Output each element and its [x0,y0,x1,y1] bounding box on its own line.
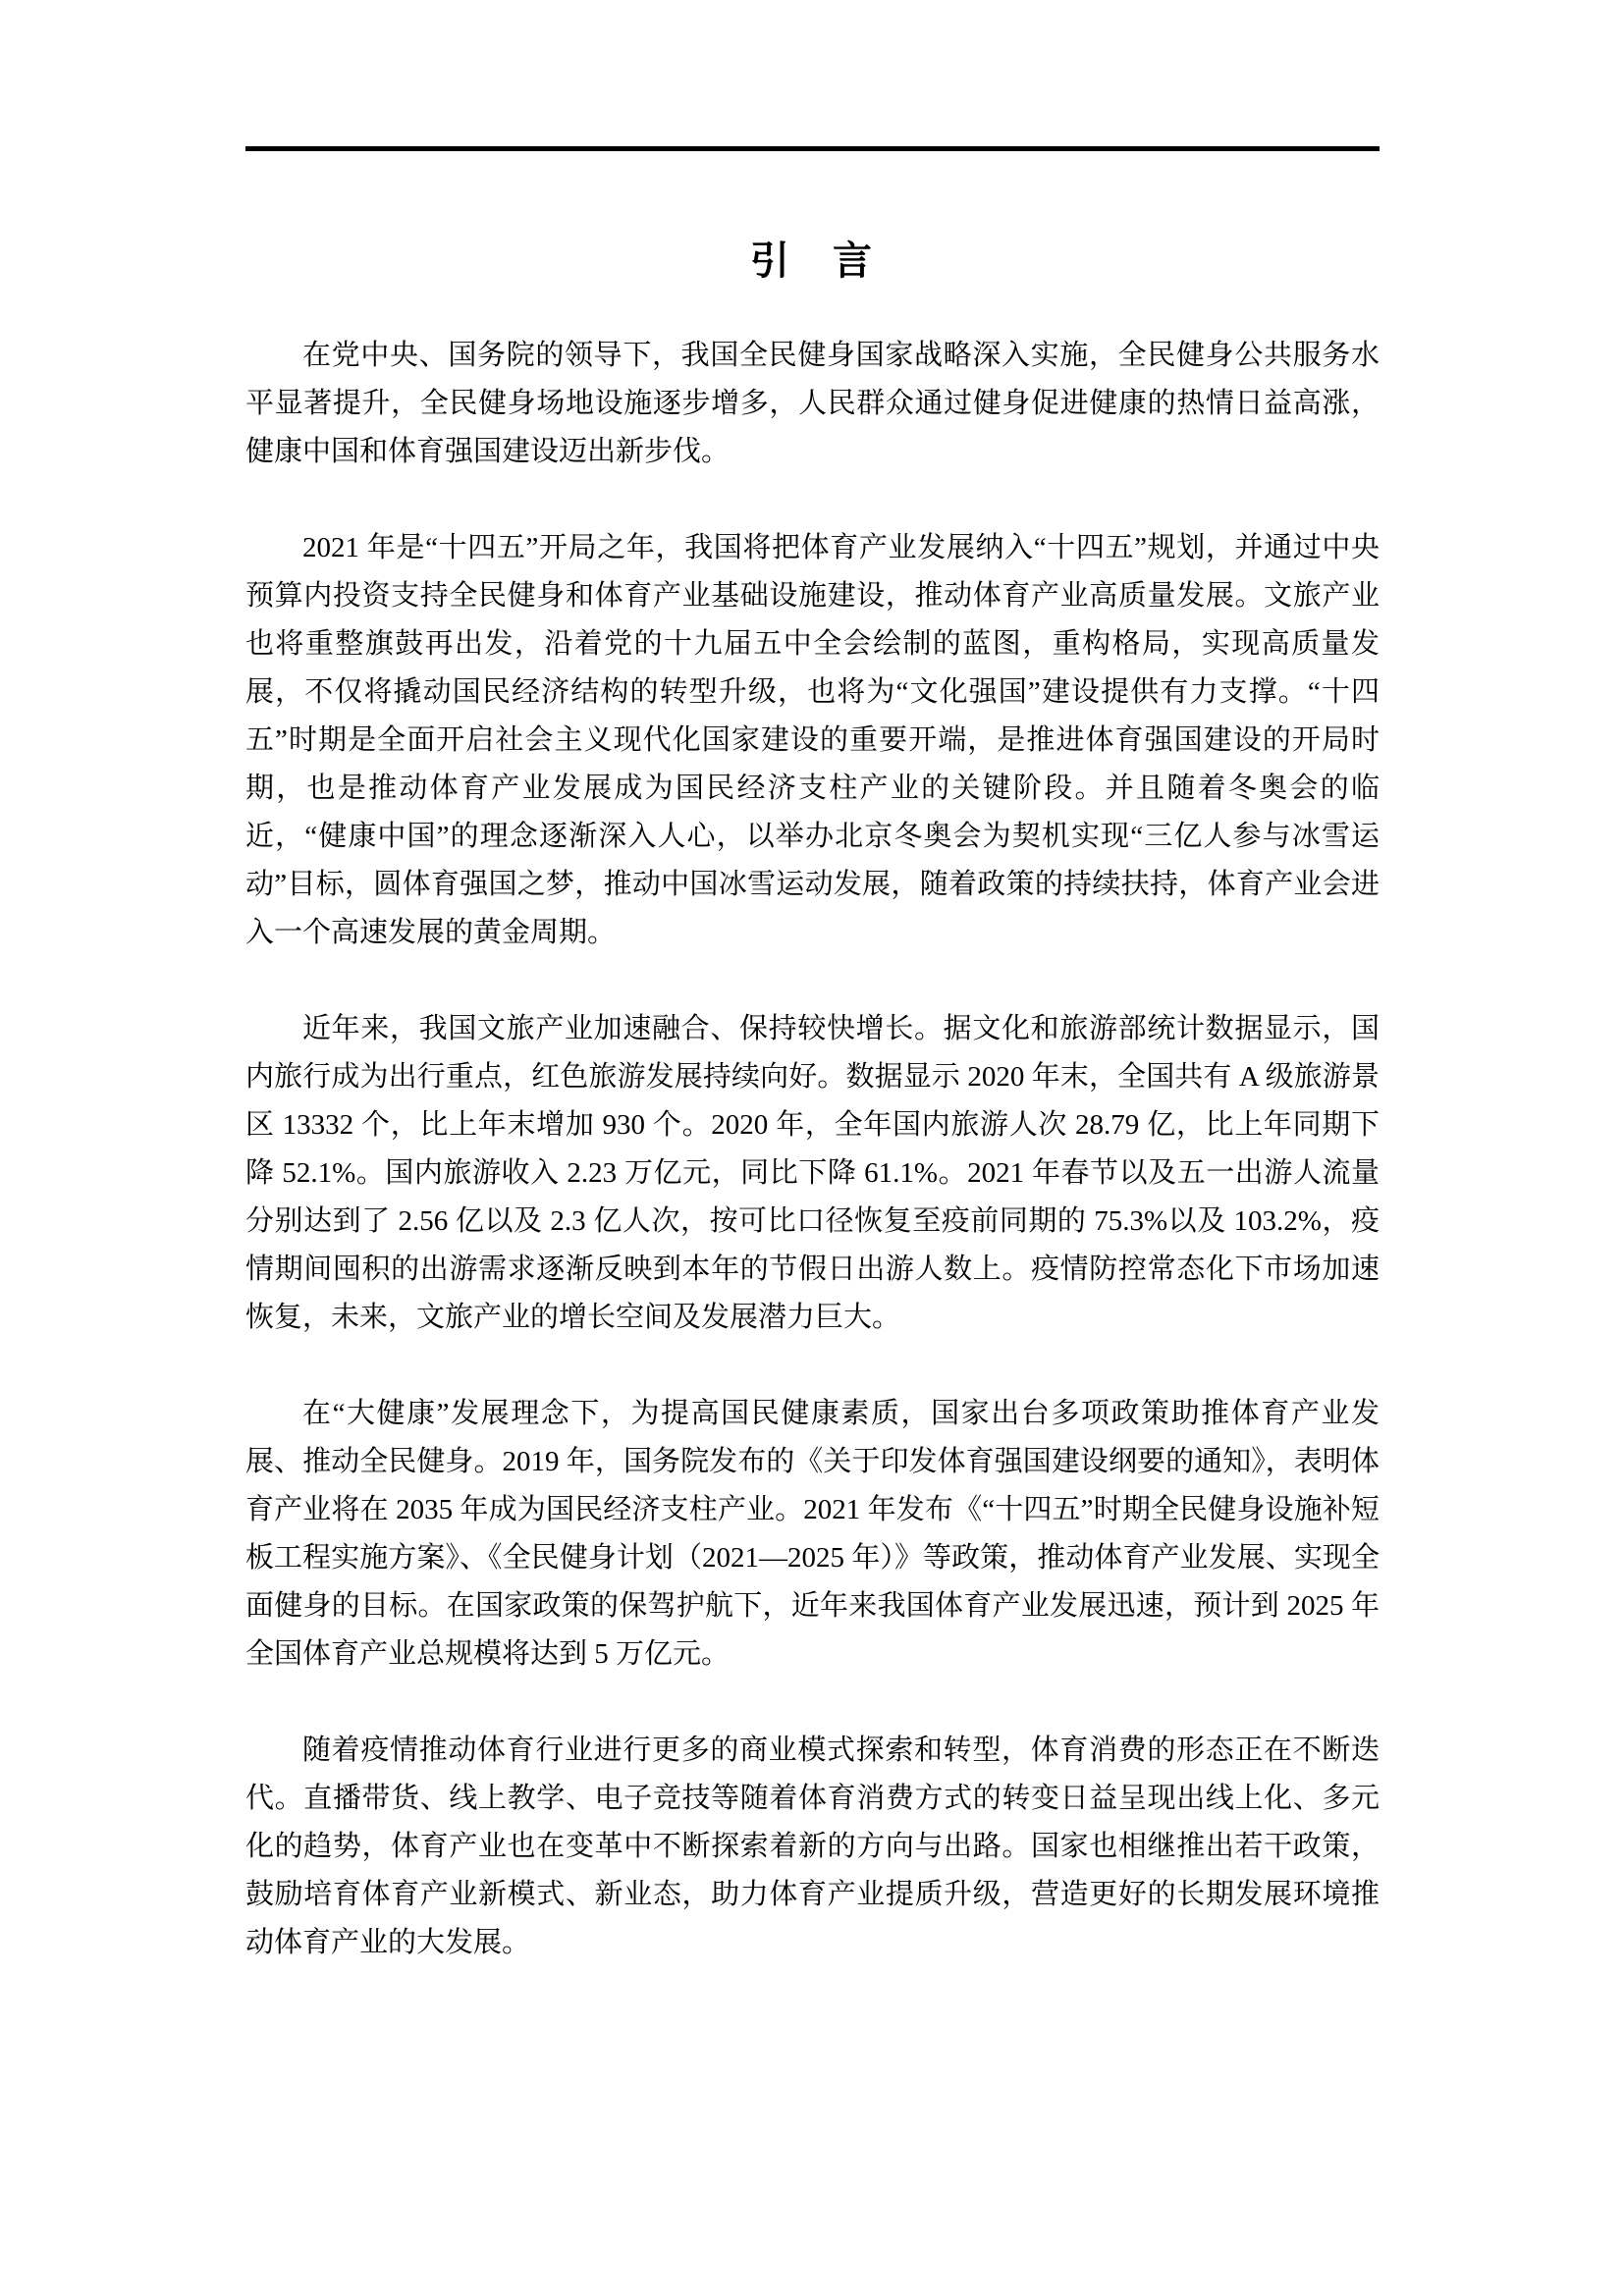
paragraph: 在“大健康”发展理念下，为提高国民健康素质，国家出台多项政策助推体育产业发展、推动全民健身。2019 年，国务院发布的《关于印发体育强国建设纲要的通知》，表明体育产业将在 2035 年成为国民经济支柱产业。2021 年发布《“十四五”时期全民健身设施补短板工程实施方案》、《全民健身计划（2021—2025 年）》等政策，推动体育产业发展、实现全面健身的目标。在国家政策的保驾护航下，近年来我国体育产业发展迅速，预计到 2025 年全国体育产业总规模将达到 5 万亿元。 [245,1398,1380,1670]
header-rule [245,146,1380,151]
paragraph: 2021 年是“十四五”开局之年，我国将把体育产业发展纳入“十四五”规划，并通过中央预算内投资支持全民健身和体育产业基础设施建设，推动体育产业高质量发展。文旅产业也将重整旗鼓再出发，沿着党的十九届五中全会绘制的蓝图，重构格局，实现高质量发展，不仅将撬动国民经济结构的转型升级，也将为“文化强国”建设提供有力支撑。“十四五”时期是全面开启社会主义现代化国家建设的重要开端，是推进体育强国建设的开局时期，也是推动体育产业发展成为国民经济支柱产业的关键阶段。并且随着冬奥会的临近，“健康中国”的理念逐渐深入人心，以举办北京冬奥会为契机实现“三亿人参与冰雪运动”目标，圆体育强国之梦，推动中国冰雪运动发展，随着政策的持续扶持，体育产业会进入一个高速发展的黄金周期。 [245,532,1380,948]
paragraph: 近年来，我国文旅产业加速融合、保持较快增长。据文化和旅游部统计数据显示，国内旅行成为出行重点，红色旅游发展持续向好。数据显示 2020 年末，全国共有 A 级旅游景区 13332 个，比上年末增加 930 个。2020 年，全年国内旅游人次 28.79 亿，比上年同期下降 52.1%。国内旅游收入 2.23 万亿元，同比下降 61.1%。2021 年春节以及五一出游人流量分别达到了 2.56 亿以及 2.3 亿人次，按可比口径恢复至疫前同期的 75.3%以及 103.2%，疫情期间囤积的出游需求逐渐反映到本年的节假日出游人数上。疫情防控常态化下市场加速恢复，未来，文旅产业的增长空间及发展潜力巨大。 [245,1013,1380,1333]
paragraph: 在党中央、国务院的领导下，我国全民健身国家战略深入实施，全民健身公共服务水平显著提升，全民健身场地设施逐步增多，人民群众通过健身促进健康的热情日益高涨，健康中国和体育强国建设迈出新步伐。 [245,340,1380,467]
paragraph: 随着疫情推动体育行业进行更多的商业模式探索和转型，体育消费的形态正在不断迭代。直播带货、线上教学、电子竞技等随着体育消费方式的转变日益呈现出线上化、多元化的趋势，体育产业也在变革中不断探索着新的方向与出路。国家也相继推出若干政策，鼓励培育体育产业新模式、新业态，助力体育产业提质升级，营造更好的长期发展环境推动体育产业的大发展。 [245,1735,1380,1958]
document-body [245,332,1380,2015]
page-title: 引 言 [750,238,874,283]
